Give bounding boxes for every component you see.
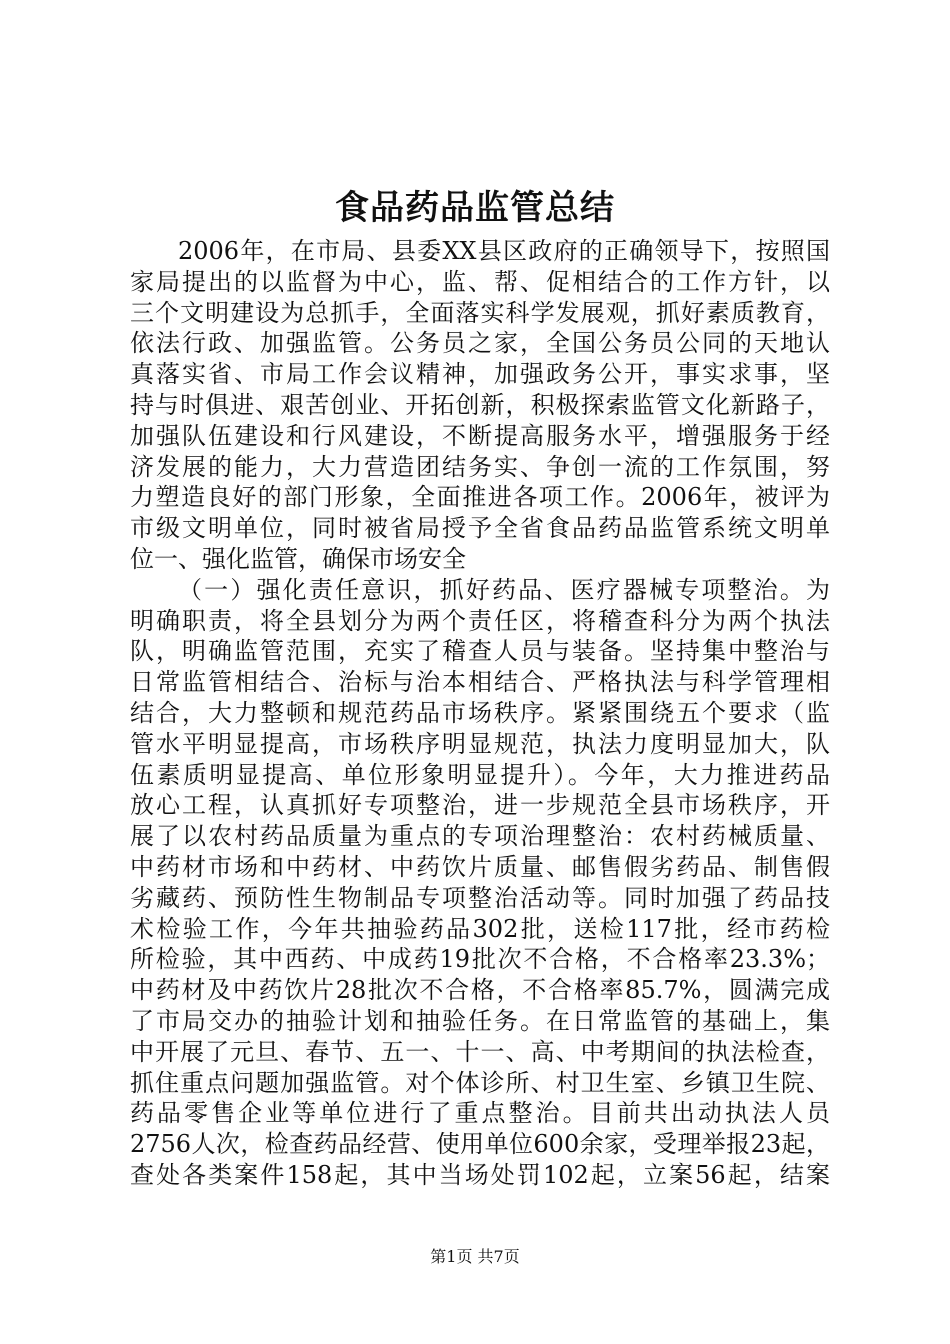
- body-line: 展了以农村药品质量为重点的专项治理整治：农村药械质量、: [130, 822, 830, 851]
- body-line: 济发展的能力，大力营造团结务实、争创一流的工作氛围，努: [130, 452, 830, 481]
- body-line: 日常监管相结合、治标与治本相结合、严格执法与科学管理相: [130, 668, 830, 697]
- body-line: 加强队伍建设和行风建设，不断提高服务水平，增强服务于经: [130, 421, 830, 450]
- body-line: 放心工程，认真抓好专项整治，进一步规范全县市场秩序，开: [130, 791, 830, 820]
- body-line: 家局提出的以监督为中心，监、帮、促相结合的工作方针，以: [130, 267, 830, 296]
- body-line: 市级文明单位，同时被省局授予全省食品药品监管系统文明单: [130, 514, 830, 543]
- body-line: 了市局交办的抽验计划和抽验任务。在日常监管的基础上，集: [130, 1006, 830, 1035]
- document-title: 食品药品监管总结: [335, 188, 615, 228]
- body-line: 2756人次，检查药品经营、使用单位600余家，受理举报23起，: [130, 1130, 830, 1159]
- body-line: 结合，大力整顿和规范药品市场秩序。紧紧围绕五个要求（监: [130, 698, 830, 727]
- body-line: 位一、强化监管，确保市场安全: [130, 544, 466, 573]
- body-line: 中开展了元旦、春节、五一、十一、高、中考期间的执法检查，: [130, 1037, 830, 1066]
- body-line: 三个文明建设为总抓手，全面落实科学发展观，抓好素质教育，: [130, 298, 830, 327]
- body-line: 明确职责，将全县划分为两个责任区，将稽查科分为两个执法: [130, 606, 830, 635]
- page-footer: 第1页 共7页: [430, 1247, 520, 1266]
- body-line: 查处各类案件158起，其中当场处罚102起，立案56起，结案: [130, 1160, 830, 1189]
- body-line: 中药材市场和中药材、中药饮片质量、邮售假劣药品、制售假: [130, 852, 830, 881]
- body-line: 伍素质明显提高、单位形象明显提升）。今年，大力推进药品: [130, 760, 830, 789]
- body-line: 劣藏药、预防性生物制品专项整治活动等。同时加强了药品技: [130, 883, 830, 912]
- body-line: 真落实省、市局工作会议精神，加强政务公开，事实求事，坚: [130, 360, 830, 389]
- document-body: [130, 236, 830, 1191]
- body-line: （一）强化责任意识，抓好药品、医疗器械专项整治。为: [178, 575, 830, 604]
- body-line: 术检验工作，今年共抽验药品302批，送检117批，经市药检: [130, 914, 830, 943]
- body-line: 队，明确监管范围，充实了稽查人员与装备。坚持集中整治与: [130, 637, 830, 666]
- body-line: 2006年，在市局、县委XX县区政府的正确领导下，按照国: [178, 237, 830, 265]
- body-line: 持与时俱进、艰苦创业、开拓创新，积极探索监管文化新路子，: [130, 390, 830, 419]
- body-line: 管水平明显提高，市场秩序明显规范，执法力度明显加大，队: [130, 729, 830, 758]
- body-line: 力塑造良好的部门形象，全面推进各项工作。2006年，被评为: [130, 483, 830, 512]
- body-line: 药品零售企业等单位进行了重点整治。目前共出动执法人员: [130, 1099, 830, 1128]
- body-line: 中药材及中药饮片28批次不合格，不合格率85.7%，圆满完成: [130, 976, 830, 1005]
- body-line: 抓住重点问题加强监管。对个体诊所、村卫生室、乡镇卫生院、: [130, 1068, 830, 1097]
- body-line: 依法行政、加强监管。公务员之家，全国公务员公同的天地认: [130, 329, 830, 358]
- body-line: 所检验，其中西药、中成药19批次不合格，不合格率23.3%；: [130, 945, 830, 974]
